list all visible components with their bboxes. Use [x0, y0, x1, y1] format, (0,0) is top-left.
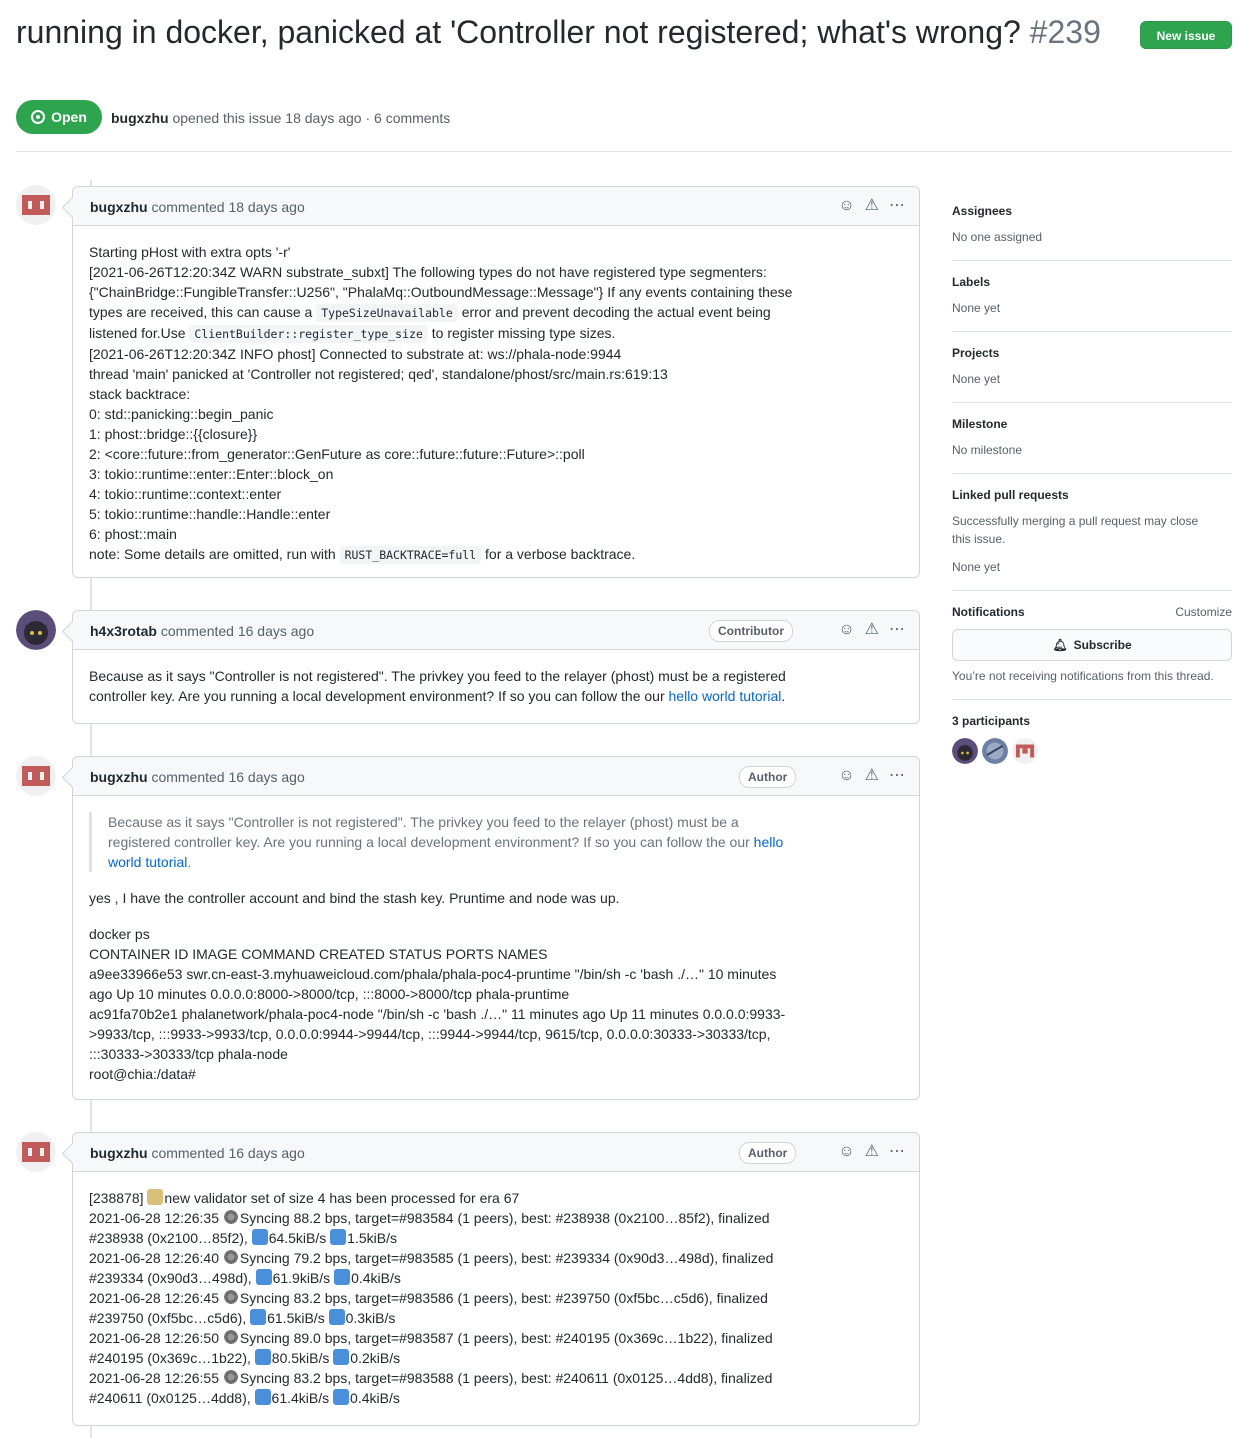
money-emoji-icon: [147, 1189, 163, 1205]
sidebar-milestone: [952, 403, 1232, 474]
log-line: [89, 1228, 903, 1248]
labels-value: None yet: [952, 301, 1001, 315]
inline-code: RUST_BACKTRACE=full: [340, 546, 482, 564]
divider: [16, 151, 1232, 152]
comment-body: [73, 226, 919, 579]
log-line: [89, 1388, 903, 1408]
kebab-menu-icon[interactable]: ⋯: [889, 197, 905, 214]
comment-box: [72, 186, 920, 578]
text: ac91fa70b2e1 phalanetwork/phala-poc4-node "/bin/sh -c 'bash ./…" 11 minutes ago Up 11 minutes 0.0.0.0:9933-: [89, 1006, 786, 1022]
issue-number: #239: [1029, 14, 1101, 50]
text: 61.4kiB/s: [271, 1390, 334, 1406]
comment-header: [73, 757, 919, 796]
text: 5: tokio::runtime::handle::Handle::enter: [89, 506, 331, 522]
avatar[interactable]: [16, 185, 56, 225]
sidebar-assignees: [952, 190, 1232, 261]
text: 61.9kiB/s: [272, 1270, 335, 1286]
author-badge: Author: [739, 1142, 796, 1164]
notifications-info: You’re not receiving notifications from this thread.: [952, 669, 1214, 683]
tutorial-link[interactable]: world tutorial: [108, 854, 188, 870]
text: Syncing 89.0 bps, target=#983587 (1 peers), best: #240195 (0x369c…1b22), finalized: [239, 1330, 773, 1346]
text: controller key. Are you running a local development environment? If so you can follow the our: [89, 688, 665, 704]
subscribe-label: Subscribe: [1073, 638, 1132, 652]
text: 0.3kiB/s: [345, 1310, 396, 1326]
text: 2021-06-28 12:26:35: [89, 1210, 223, 1226]
participants-heading: 3 participants: [952, 714, 1031, 728]
log-line: [89, 1208, 903, 1228]
down-arrow-emoji-icon: [255, 1349, 271, 1365]
up-arrow-emoji-icon: [333, 1389, 349, 1405]
avatar[interactable]: [16, 610, 56, 650]
status-badge: [16, 100, 102, 134]
up-arrow-emoji-icon: [330, 1229, 346, 1245]
assignees-value: No one assigned: [952, 230, 1043, 244]
text: new validator set of size 4 has been processed for era 67: [164, 1190, 520, 1206]
text: 2021-06-28 12:26:55: [89, 1370, 223, 1386]
sidebar-participants: [952, 700, 1232, 778]
quote: [89, 812, 903, 872]
log-line: [89, 1248, 903, 1268]
sidebar-linked-prs: [952, 474, 1232, 591]
kebab-menu-icon[interactable]: ⋯: [889, 621, 905, 638]
smiley-icon[interactable]: ☺: [838, 197, 855, 214]
issue-author-link[interactable]: bugxzhu: [111, 110, 169, 126]
avatar[interactable]: [16, 1132, 56, 1172]
text: Because as it says "Controller is not registered". The privkey you feed to the relayer (phost) must be a: [108, 814, 739, 830]
inline-code: ClientBuilder::register_type_size: [189, 325, 427, 343]
text: registered controller key. Are you running a local development environment? If so you can follow the our: [108, 834, 750, 850]
text: stack backtrace:: [89, 386, 191, 402]
sidebar: [952, 190, 1232, 778]
text: 4: tokio::runtime::context::enter: [89, 486, 282, 502]
assignees-heading[interactable]: Assignees: [952, 204, 1013, 218]
notifications-heading: Notifications: [952, 605, 1025, 619]
text: [238878]: [89, 1190, 148, 1206]
log-line: [89, 1348, 903, 1368]
milestone-heading[interactable]: Milestone: [952, 417, 1008, 431]
inline-code: TypeSizeUnavailable: [316, 304, 458, 322]
text: Starting pHost with extra opts '-r': [89, 244, 291, 260]
status-label: Open: [51, 109, 87, 125]
issue-opened-icon: [31, 110, 45, 124]
text: 0.2kiB/s: [350, 1350, 401, 1366]
issue-opened-text: opened this issue 18 days ago · 6 comments: [172, 110, 451, 126]
smiley-icon[interactable]: ☺: [838, 1143, 855, 1160]
text: 0.4kiB/s: [351, 1270, 401, 1286]
text: #239334 (0x90d3…498d),: [89, 1270, 256, 1286]
linked-prs-value: None yet: [952, 560, 1001, 574]
log-line: [89, 1288, 903, 1308]
text: yes , I have the controller account and bind the stash key. Pruntime and node was up.: [89, 890, 620, 906]
issue-title-text: running in docker, panicked at 'Controller not registered; what's wrong?: [16, 14, 1021, 50]
kebab-menu-icon[interactable]: ⋯: [889, 1143, 905, 1160]
translate-icon[interactable]: ⚠: [864, 621, 879, 638]
sidebar-labels: [952, 261, 1232, 332]
log-line: [89, 1308, 903, 1328]
text: [2021-06-26T12:20:34Z INFO phost] Connected to substrate at: ws://phala-node:9944: [89, 346, 622, 362]
text: error and prevent decoding the actual event being: [461, 304, 771, 320]
participant-avatar[interactable]: [1012, 738, 1038, 764]
up-arrow-emoji-icon: [329, 1309, 345, 1325]
smiley-icon[interactable]: ☺: [838, 621, 855, 638]
comment-author[interactable]: bugxzhu: [90, 199, 148, 215]
text: 2021-06-28 12:26:40: [89, 1250, 223, 1266]
gear-emoji-icon: [223, 1209, 239, 1225]
issue-title: [16, 12, 1116, 52]
comment-body: [73, 1172, 919, 1422]
text: 2021-06-28 12:26:45: [89, 1290, 223, 1306]
text: #240611 (0x0125…4dd8),: [89, 1390, 255, 1406]
text: 80.5kiB/s: [271, 1350, 334, 1366]
text: root@chia:/data#: [89, 1066, 196, 1082]
comment-author[interactable]: bugxzhu: [90, 769, 148, 785]
comment-header: [73, 187, 919, 226]
text: docker ps: [89, 926, 150, 942]
text: 3: tokio::runtime::enter::Enter::block_on: [89, 466, 334, 482]
up-arrow-emoji-icon: [334, 1269, 350, 1285]
text: 1: phost::bridge::{{closure}}: [89, 426, 258, 442]
text: Because as it says "Controller is not registered". The privkey you feed to the relayer (phost) must be a registered: [89, 668, 786, 684]
subscribe-button[interactable]: [952, 629, 1232, 661]
translate-icon[interactable]: ⚠: [864, 197, 879, 214]
comment-time[interactable]: commented 16 days ago: [151, 769, 305, 785]
gear-emoji-icon: [223, 1249, 239, 1265]
text: listened for.Use: [89, 325, 186, 341]
comment-box: [72, 1132, 920, 1426]
linked-prs-info: Successfully merging a pull request may close this issue.: [952, 514, 1199, 546]
tutorial-link[interactable]: hello world tutorial: [668, 688, 782, 704]
down-arrow-emoji-icon: [250, 1309, 266, 1325]
comment-header: [73, 1133, 919, 1172]
text: note: Some details are omitted, run with: [89, 546, 336, 562]
comment-author[interactable]: h4x3rotab: [90, 623, 157, 639]
text: 61.5kiB/s: [267, 1310, 329, 1326]
down-arrow-emoji-icon: [252, 1229, 268, 1245]
comment-author[interactable]: bugxzhu: [90, 1145, 148, 1161]
participant-avatar[interactable]: [982, 738, 1008, 764]
comment-header: [73, 611, 919, 650]
text: [2021-06-26T12:20:34Z WARN substrate_subxt] The following types do not have registered type segmenters:: [89, 264, 767, 280]
down-arrow-emoji-icon: [256, 1269, 272, 1285]
linked-prs-heading[interactable]: Linked pull requests: [952, 488, 1069, 502]
text: .: [187, 854, 192, 870]
participant-avatar[interactable]: [952, 738, 978, 764]
customize-link[interactable]: Customize: [1175, 605, 1232, 619]
log-line: [89, 1368, 903, 1388]
comment-time[interactable]: commented 16 days ago: [160, 623, 315, 639]
kebab-menu-icon[interactable]: ⋯: [889, 767, 905, 784]
sidebar-notifications: [952, 591, 1232, 700]
log-line: [89, 1328, 903, 1348]
comment-time[interactable]: commented 18 days ago: [151, 199, 305, 215]
bell-icon: 🔔︎: [1052, 638, 1068, 652]
comment-box: [72, 756, 920, 1100]
new-issue-button[interactable]: New issue: [1140, 21, 1232, 49]
projects-value: None yet: [952, 372, 1001, 386]
text: to register missing type sizes.: [431, 325, 616, 341]
text: #238938 (0x2100…85f2),: [89, 1230, 252, 1246]
comment-body: [73, 796, 919, 1098]
gear-emoji-icon: [223, 1289, 239, 1305]
issue-meta: [111, 110, 450, 126]
text: 0.4kiB/s: [350, 1390, 400, 1406]
text: 6: phost::main: [89, 526, 177, 542]
text: ago Up 10 minutes 0.0.0.0:8000->8000/tcp, :::8000->8000/tcp phala-pruntime: [89, 986, 570, 1002]
text: CONTAINER ID IMAGE COMMAND CREATED STATUS PORTS NAMES: [89, 946, 548, 962]
text: #240195 (0x369c…1b22),: [89, 1350, 255, 1366]
up-arrow-emoji-icon: [333, 1349, 349, 1365]
sidebar-projects: [952, 332, 1232, 403]
comment-time[interactable]: commented 16 days ago: [151, 1145, 305, 1161]
avatar[interactable]: [16, 756, 56, 796]
text: types are received, this can cause a: [89, 304, 313, 320]
comment-box: [72, 610, 920, 724]
text: 2021-06-28 12:26:50: [89, 1330, 223, 1346]
text: {"ChainBridge::FungibleTransfer::U256", "PhalaMq::OutboundMessage::Message"} If any events containing these: [89, 284, 793, 300]
translate-icon[interactable]: ⚠: [864, 767, 879, 784]
gear-emoji-icon: [223, 1369, 239, 1385]
text: 2: <core::future::from_generator::GenFuture as core::future::future::Future>::poll: [89, 446, 585, 462]
text: :::30333->30333/tcp phala-node: [89, 1046, 288, 1062]
smiley-icon[interactable]: ☺: [838, 767, 855, 784]
text: 64.5kiB/s: [268, 1230, 331, 1246]
text: Syncing 79.2 bps, target=#983585 (1 peers), best: #239334 (0x90d3…498d), finalized: [239, 1250, 774, 1266]
translate-icon[interactable]: ⚠: [864, 1143, 879, 1160]
gear-emoji-icon: [223, 1329, 239, 1345]
labels-heading[interactable]: Labels: [952, 275, 991, 289]
text: for a verbose backtrace.: [485, 546, 636, 562]
text: thread 'main' panicked at 'Controller not registered; qed', standalone/phost/src/main.rs:619:13: [89, 366, 668, 382]
tutorial-link[interactable]: hello: [753, 834, 784, 850]
text: Syncing 83.2 bps, target=#983588 (1 peers), best: #240611 (0x0125…4dd8), finalized: [239, 1370, 773, 1386]
text: Syncing 88.2 bps, target=#983584 (1 peers), best: #238938 (0x2100…85f2), finalized: [239, 1210, 770, 1226]
log-line: [89, 1268, 903, 1288]
projects-heading[interactable]: Projects: [952, 346, 1000, 360]
text: 0: std::panicking::begin_panic: [89, 406, 274, 422]
text: a9ee33966e53 swr.cn-east-3.myhuaweicloud.com/phala/phala-poc4-pruntime "/bin/sh -c 'bash ./…" 10 minutes: [89, 966, 777, 982]
down-arrow-emoji-icon: [255, 1389, 271, 1405]
author-badge: Author: [739, 766, 796, 788]
comment-body: [73, 650, 919, 720]
milestone-value: No milestone: [952, 443, 1023, 457]
text: #239750 (0xf5bc…c5d6),: [89, 1310, 251, 1326]
text: >9933/tcp, :::9933->9933/tcp, 0.0.0.0:9944->9944/tcp, :::9944->9944/tcp, 9615/tcp, 0.0.0.0:30333->30333/tcp,: [89, 1026, 771, 1042]
contributor-badge: Contributor: [709, 620, 793, 642]
text: 1.5kiB/s: [347, 1230, 397, 1246]
text: .: [781, 688, 786, 704]
text: Syncing 83.2 bps, target=#983586 (1 peers), best: #239750 (0xf5bc…c5d6), finalized: [239, 1290, 768, 1306]
